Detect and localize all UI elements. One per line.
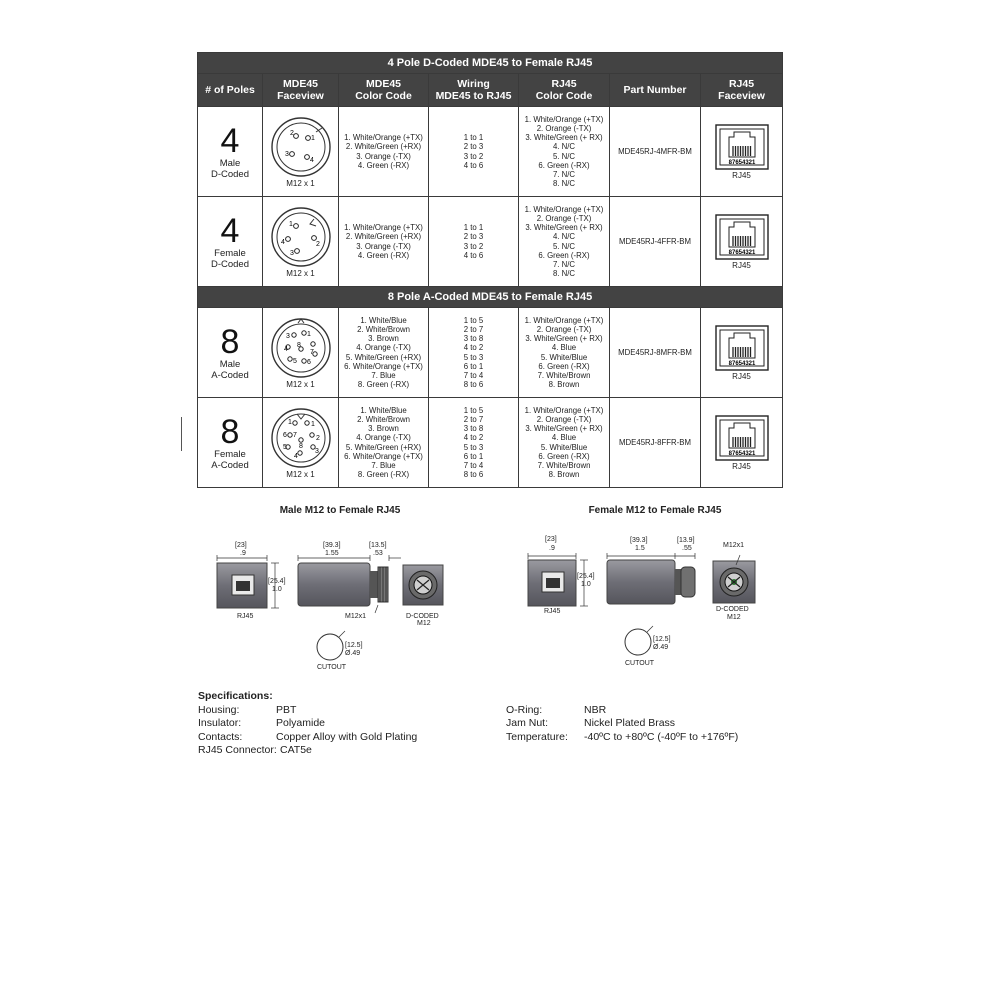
table-row bbox=[198, 107, 783, 197]
table-row bbox=[198, 398, 783, 488]
header-poles: # of Poles bbox=[198, 74, 263, 107]
dim-nut-mm: [13.9] bbox=[677, 537, 695, 544]
dim-width-in: .9 bbox=[240, 550, 246, 557]
m12-label: M12 bbox=[727, 614, 741, 621]
male-dimension-drawing-icon bbox=[205, 505, 475, 680]
wiring: 1 to 5 2 to 7 3 to 8 4 to 2 5 to 3 6 to 1 7 to 4 8 to 6 bbox=[429, 398, 519, 488]
dcoded-label: D-CODED bbox=[716, 606, 749, 613]
rj45-faceview-cell bbox=[701, 308, 783, 398]
dim-height-in: 1.0 bbox=[581, 581, 591, 588]
mde45-faceview-cell bbox=[263, 398, 339, 488]
spec-value: Polyamide bbox=[276, 717, 326, 729]
m12-4pin-male-faceview-icon bbox=[270, 116, 332, 178]
part-number: MDE45RJ-4MFR-BM bbox=[610, 107, 701, 197]
spec-value: Nickel Plated Brass bbox=[584, 717, 676, 729]
dim-width-mm: [23] bbox=[235, 542, 247, 549]
dim-nut-mm: [13.5] bbox=[369, 542, 387, 549]
specs-title: Specifications: bbox=[198, 690, 273, 702]
rj45-caption: RJ45 bbox=[732, 260, 751, 270]
svg-text:5: 5 bbox=[282, 443, 287, 451]
rj45-faceview-icon bbox=[715, 214, 769, 260]
header-part-number: Part Number bbox=[610, 74, 701, 107]
rj45-caption: RJ45 bbox=[732, 371, 751, 381]
dim-length-mm: [39.3] bbox=[630, 537, 648, 544]
coding: A-Coded bbox=[211, 459, 249, 471]
poles-cell bbox=[198, 308, 263, 398]
m12-caption: M12 x 1 bbox=[286, 469, 315, 479]
part-number: MDE45RJ-8MFR-BM bbox=[610, 308, 701, 398]
specifications bbox=[198, 690, 798, 770]
svg-text:3: 3 bbox=[284, 150, 289, 158]
spec-key: RJ45 Connector: bbox=[198, 744, 277, 756]
svg-text:1: 1 bbox=[310, 134, 315, 142]
dcoded-label: D-CODED bbox=[406, 613, 439, 620]
spec-value: CAT5e bbox=[280, 744, 312, 756]
drawing-female bbox=[520, 505, 790, 680]
spec-key: Temperature: bbox=[506, 731, 568, 743]
poles-cell bbox=[198, 107, 263, 197]
mde45-color-code: 1. White/Orange (+TX) 2. White/Green (+RX) 3. Orange (-TX) 4. Green (-RX) bbox=[339, 197, 429, 287]
pinout-table-region bbox=[197, 52, 782, 490]
svg-text:1: 1 bbox=[310, 420, 315, 428]
table-row bbox=[198, 197, 783, 287]
mde45-faceview-cell bbox=[263, 107, 339, 197]
m12-caption: M12 x 1 bbox=[286, 178, 315, 188]
wiring: 1 to 1 2 to 3 3 to 2 4 to 6 bbox=[429, 107, 519, 197]
header-row bbox=[198, 74, 783, 107]
coding: A-Coded bbox=[211, 369, 249, 381]
svg-text:1: 1 bbox=[287, 418, 292, 426]
mde45-color-code: 1. White/Orange (+TX) 2. White/Green (+RX) 3. Orange (-TX) 4. Green (-RX) bbox=[339, 107, 429, 197]
dim-length-mm: [39.3] bbox=[323, 542, 341, 549]
section-title-4-pole: 4 Pole D-Coded MDE45 to Female RJ45 bbox=[198, 53, 783, 74]
dim-height-mm: [25.4] bbox=[577, 573, 595, 580]
svg-text:2: 2 bbox=[315, 434, 320, 442]
svg-text:1: 1 bbox=[306, 330, 311, 338]
spec-value: NBR bbox=[584, 704, 607, 716]
rj45-color-code: 1. White/Orange (+TX) 2. Orange (-TX) 3. White/Green (+ RX) 4. Blue 5. White/Blue 6. Green (-RX) 7. White/Brown 8. Brown bbox=[519, 398, 610, 488]
mde45-faceview-cell bbox=[263, 197, 339, 287]
rj45-pin-code: 87654321 bbox=[728, 360, 755, 367]
header-wiring: Wiring MDE45 to RJ45 bbox=[429, 74, 519, 107]
svg-text:3: 3 bbox=[314, 447, 319, 455]
poles-count: 4 bbox=[220, 211, 240, 250]
header-mde45-faceview: MDE45 Faceview bbox=[263, 74, 339, 107]
spec-key: Housing: bbox=[198, 704, 240, 716]
m12-4pin-female-faceview-icon bbox=[270, 206, 332, 268]
rj45-faceview-cell bbox=[701, 398, 783, 488]
header-rj45-faceview: RJ45 Faceview bbox=[701, 74, 783, 107]
svg-text:5: 5 bbox=[292, 357, 297, 365]
dim-length-in: 1.5 bbox=[635, 545, 645, 552]
rj45-color-code: 1. White/Orange (+TX) 2. Orange (-TX) 3. White/Green (+ RX) 4. N/C 5. N/C 6. Green (-RX) 7. N/C 8. N/C bbox=[519, 107, 610, 197]
svg-text:6: 6 bbox=[282, 431, 287, 439]
drawing-male bbox=[205, 505, 475, 680]
part-number: MDE45RJ-8FFR-BM bbox=[610, 398, 701, 488]
gender: Male bbox=[219, 358, 241, 370]
svg-text:7: 7 bbox=[309, 348, 314, 356]
spec-key: Contacts: bbox=[198, 731, 243, 743]
rj45-pin-code: 87654321 bbox=[728, 450, 755, 457]
rj45-faceview-icon bbox=[715, 415, 769, 461]
svg-text:4: 4 bbox=[283, 345, 288, 353]
svg-text:2: 2 bbox=[289, 129, 294, 137]
m12x1-label: M12x1 bbox=[345, 613, 367, 620]
coding: D-Coded bbox=[210, 168, 250, 180]
poles-cell bbox=[198, 197, 263, 287]
m12x1-label: M12x1 bbox=[723, 542, 745, 549]
rj45-faceview-cell bbox=[701, 107, 783, 197]
rj45-color-code: 1. White/Orange (+TX) 2. Orange (-TX) 3. White/Green (+ RX) 4. N/C 5. N/C 6. Green (-RX) 7. N/C 8. N/C bbox=[519, 197, 610, 287]
svg-text:2: 2 bbox=[315, 240, 320, 248]
poles-cell bbox=[198, 398, 263, 488]
m12-caption: M12 x 1 bbox=[286, 268, 315, 278]
table-row bbox=[198, 308, 783, 398]
rj45-label: RJ45 bbox=[237, 613, 254, 620]
svg-text:4: 4 bbox=[309, 156, 314, 164]
spec-value: PBT bbox=[276, 704, 297, 716]
svg-text:8: 8 bbox=[298, 442, 303, 450]
dim-nut-in: .53 bbox=[373, 550, 383, 557]
gender: Female bbox=[214, 448, 246, 460]
dim-width-in: .9 bbox=[549, 545, 555, 552]
m12-8pin-female-faceview-icon bbox=[270, 407, 332, 469]
cutout-dim-mm: [12.5] bbox=[345, 642, 363, 649]
rj45-color-code: 1. White/Orange (+TX) 2. Orange (-TX) 3. White/Green (+ RX) 4. Blue 5. White/Blue 6. Green (-RX) 7. White/Brown 8. Brown bbox=[519, 308, 610, 398]
rj45-faceview-cell bbox=[701, 197, 783, 287]
spec-value: -40ºC to +80ºC (-40ºF to +176ºF) bbox=[584, 731, 739, 743]
mde45-faceview-cell bbox=[263, 308, 339, 398]
spec-key: Insulator: bbox=[198, 717, 242, 729]
svg-text:7: 7 bbox=[292, 431, 297, 439]
spec-value: Copper Alloy with Gold Plating bbox=[276, 731, 418, 743]
section-title-8-pole: 8 Pole A-Coded MDE45 to Female RJ45 bbox=[198, 287, 783, 308]
rj45-label: RJ45 bbox=[544, 608, 561, 615]
cutout-dim-in: Ø.49 bbox=[345, 650, 361, 657]
svg-text:1: 1 bbox=[288, 220, 293, 228]
m12-caption: M12 x 1 bbox=[286, 379, 315, 389]
spec-key: Jam Nut: bbox=[506, 717, 549, 729]
dim-height-mm: [25.4] bbox=[268, 578, 286, 585]
header-rj45-color-code: RJ45 Color Code bbox=[519, 74, 610, 107]
cutout-dim-in: Ø.49 bbox=[653, 644, 669, 651]
spec-key: O-Ring: bbox=[506, 704, 543, 716]
dim-nut-in: .55 bbox=[682, 545, 692, 552]
gender: Male bbox=[219, 157, 241, 169]
margin-mark bbox=[181, 417, 182, 451]
rj45-pin-code: 87654321 bbox=[728, 159, 755, 166]
cutout-label: CUTOUT bbox=[317, 664, 347, 671]
rj45-caption: RJ45 bbox=[732, 170, 751, 180]
cutout-label: CUTOUT bbox=[625, 660, 655, 667]
rj45-faceview-icon bbox=[715, 325, 769, 371]
m12-8pin-male-faceview-icon bbox=[270, 317, 332, 379]
poles-count: 8 bbox=[220, 412, 240, 451]
part-number: MDE45RJ-4FFR-BM bbox=[610, 197, 701, 287]
svg-text:3: 3 bbox=[285, 332, 290, 340]
header-mde45-color-code: MDE45 Color Code bbox=[339, 74, 429, 107]
poles-count: 8 bbox=[220, 322, 240, 361]
rj45-caption: RJ45 bbox=[732, 461, 751, 471]
female-dimension-drawing-icon bbox=[520, 505, 790, 680]
pinout-table bbox=[197, 52, 783, 488]
dim-height-in: 1.0 bbox=[272, 586, 282, 593]
dim-length-in: 1.55 bbox=[325, 550, 339, 557]
cutout-dim-mm: [12.5] bbox=[653, 636, 671, 643]
svg-text:8: 8 bbox=[296, 341, 301, 349]
m12-label: M12 bbox=[417, 620, 431, 627]
dim-width-mm: [23] bbox=[545, 536, 557, 543]
mde45-color-code: 1. White/Blue 2. White/Brown 3. Brown 4. Orange (-TX) 5. White/Green (+RX) 6. White/Orange (+TX) 7. Blue 8. Green (-RX) bbox=[339, 398, 429, 488]
wiring: 1 to 5 2 to 7 3 to 8 4 to 2 5 to 3 6 to 1 7 to 4 8 to 6 bbox=[429, 308, 519, 398]
drawing-title: Female M12 to Female RJ45 bbox=[588, 505, 722, 516]
mde45-color-code: 1. White/Blue 2. White/Brown 3. Brown 4. Orange (-TX) 5. White/Green (+RX) 6. White/Orange (+TX) 7. Blue 8. Green (-RX) bbox=[339, 308, 429, 398]
coding: D-Coded bbox=[210, 258, 250, 270]
gender: Female bbox=[214, 247, 246, 259]
svg-text:6: 6 bbox=[306, 358, 311, 366]
rj45-faceview-icon bbox=[715, 124, 769, 170]
svg-text:4: 4 bbox=[280, 238, 285, 246]
poles-count: 4 bbox=[220, 121, 240, 160]
rj45-pin-code: 87654321 bbox=[728, 249, 755, 256]
svg-text:4: 4 bbox=[293, 452, 298, 460]
svg-text:3: 3 bbox=[289, 249, 294, 257]
drawing-title: Male M12 to Female RJ45 bbox=[279, 505, 401, 516]
wiring: 1 to 1 2 to 3 3 to 2 4 to 6 bbox=[429, 197, 519, 287]
